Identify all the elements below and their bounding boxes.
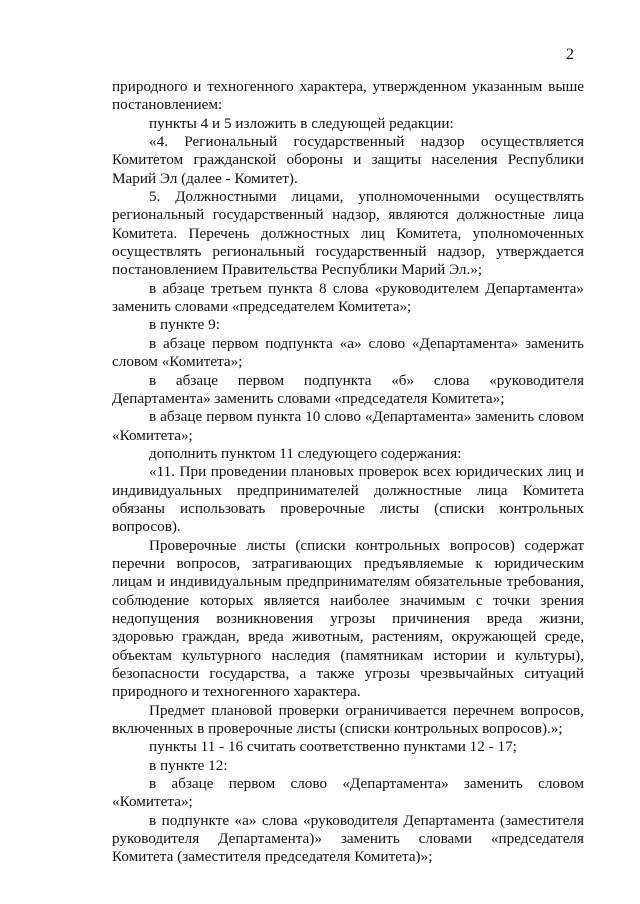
- paragraph: Проверочные листы (списки контрольных вопросов) содержат перечни вопросов, затрагивающих предъявляемые к юридическим лицам и индивидуальным предпринимателям обязательные требования, соблюдение которых является наиболее значимым с точки зрения недопущения возникновения угрозы причинения вреда жизни, здоровью граждан, вреда животным, растениям, окружающей среде, объектам культурного наследия (памятникам истории и культуры), безопасности государства, а также угрозы чрезвычайных ситуаций природного и техногенного характера.: [112, 536, 584, 701]
- paragraph: в абзаце первом подпункта «а» слово «Департамента» заменить словом «Комитета»;: [112, 334, 584, 371]
- page-number: 2: [566, 46, 574, 63]
- paragraph: в абзаце первом подпункта «б» слова «руководителя Департамента» заменить словами «председателя Комитета»;: [112, 371, 584, 407]
- paragraph: в абзаце первом пункта 10 слово «Департамента» заменить словом «Комитета»;: [112, 408, 584, 444]
- paragraph: пункты 4 и 5 изложить в следующей редакции:: [149, 114, 454, 132]
- paragraph: Предмет плановой проверки ограничивается перечнем вопросов, включенных в проверочные листы (списки контрольных вопросов).»;: [112, 701, 584, 738]
- paragraph: природного и техногенного характера, утвержденном указанным выше постановлением:: [112, 78, 584, 114]
- paragraph: в абзаце первом слово «Департамента» заменить словом «Комитета»;: [112, 775, 584, 811]
- paragraph: пункты 11 - 16 считать соответственно пунктами 12 - 17;: [149, 738, 517, 756]
- paragraph: «4. Региональный государственный надзор осуществляется Комитетом гражданской обороны и защиты населения Республики Марий Эл (далее - Комитет).: [112, 133, 584, 187]
- paragraph: в подпункте «а» слова «руководителя Департамента (заместителя руководителя Департамента)» заменить словами «председателя Комитета (заместителя председателя Комитета)»;: [112, 811, 584, 866]
- paragraph: в абзаце третьем пункта 8 слова «руководителем Департамента» заменить словами «председателем Комитета»;: [112, 279, 584, 316]
- paragraph: 5. Должностными лицами, уполномоченными осуществлять региональный государственный надзор, являются должностные лица Комитета. Перечень должностных лиц Комитета, уполномоченных осуществлять региональный государственный надзор, утверждается постановлением Правительства Республики Марий Эл.»;: [112, 188, 584, 279]
- document-body: [112, 78, 584, 867]
- paragraph: в пункте 12:: [149, 756, 228, 774]
- paragraph: дополнить пунктом 11 следующего содержания:: [149, 444, 462, 462]
- paragraph: «11. При проведении плановых проверок всех юридических лиц и индивидуальных предпринимателей должностные лица Комитета обязаны использовать проверочные листы (списки контрольных вопросов).: [112, 463, 584, 536]
- paragraph: в пункте 9:: [149, 316, 220, 334]
